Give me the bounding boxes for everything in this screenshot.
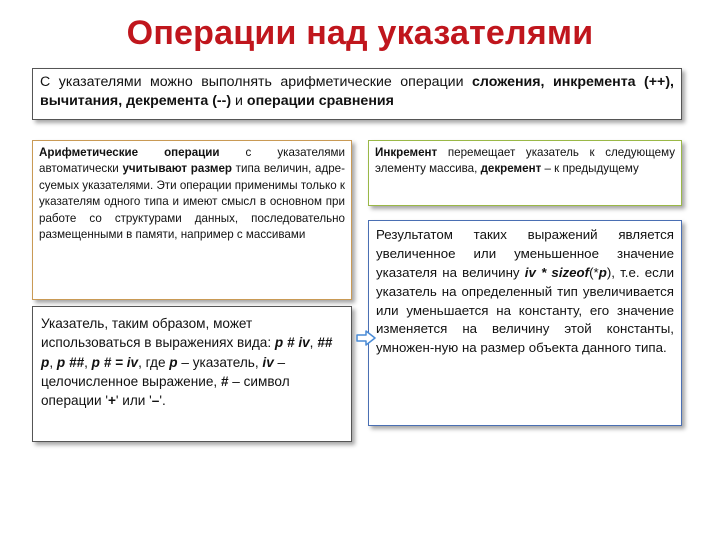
ptr-text-10: '. <box>159 393 166 409</box>
ptr-text-8: – символ операции ' <box>41 373 290 409</box>
ptr-expr-2: ## p <box>41 335 333 370</box>
ptr-expr-5: p <box>169 354 178 370</box>
incr-text-1: перемещает указатель к следующему элементу массива, <box>375 146 675 176</box>
ptr-text-1: Указатель, таким образом, может использоваться в выражениях вида: <box>41 316 275 351</box>
ptr-expr-9: – <box>151 393 160 409</box>
ptr-expr-3: p ## <box>56 354 85 370</box>
result-text-1: Результатом таких выражений является увеличенное или уменьшенное значение указателя на величину <box>376 227 674 280</box>
result-box <box>368 220 682 426</box>
arithmetic-ops-box <box>32 140 352 300</box>
ptr-expr-6: iv <box>262 354 274 370</box>
result-formula-1: iv * sizeof <box>524 264 590 280</box>
arith-text-1: с указателями автоматически <box>39 146 345 176</box>
intro-bold-1: сложения, <box>472 74 545 90</box>
intro-box <box>32 68 682 120</box>
incr-text-2: – к предыдущему <box>541 162 639 176</box>
intro-bold-2: инкремента (++), вычитания, декремента (--) <box>40 74 674 109</box>
pointer-expressions-box <box>32 306 352 442</box>
ptr-text-9: ' или ' <box>115 393 152 409</box>
result-text-2: , т.е. если указатель на определенный тип увеличивается или уменьшается на константу, его значение изменяется на величину этой константы, умножен-ную на размер объекта данного типа. <box>376 264 675 356</box>
ptr-text-7: – целочисленное выражение, <box>41 354 286 389</box>
page-title: Операции над указателями <box>126 14 594 52</box>
arith-text-2: типа величин, адре-суемых указателями. Эти операции применимы только к указателям одного типа и имеют смысл в основном при работе со структурами данных, последовательно размещенными в памяти, например с массивами <box>39 162 345 242</box>
ptr-text-2: , <box>309 335 318 351</box>
ptr-expr-7: # <box>220 373 229 389</box>
arith-bold-2: учитывают размер <box>122 162 232 176</box>
intro-bold-3: операции сравнения <box>246 92 394 109</box>
ptr-text-3: , <box>49 354 57 370</box>
ptr-text-4: , <box>84 354 92 370</box>
intro-text-3: и <box>231 92 247 109</box>
arith-bold-1: Арифметические операции <box>39 146 220 159</box>
ptr-text-5: , где <box>138 354 170 370</box>
ptr-text-6: – указатель, <box>177 354 263 370</box>
ptr-expr-8: + <box>107 393 116 409</box>
increment-box <box>368 140 682 206</box>
ptr-expr-1: p # iv <box>274 335 310 351</box>
incr-bold-1: Инкремент <box>375 146 438 159</box>
right-arrow-icon <box>356 330 376 346</box>
ptr-expr-4: p # = iv <box>91 354 139 370</box>
result-formula-2: (* <box>589 264 599 280</box>
incr-bold-2: декремент <box>480 162 542 176</box>
result-formula-3: p <box>598 264 607 280</box>
intro-text-1: С указателями можно выполнять арифметические операции <box>40 74 473 90</box>
result-formula-4: ) <box>606 264 612 280</box>
intro-text-2 <box>544 74 553 90</box>
